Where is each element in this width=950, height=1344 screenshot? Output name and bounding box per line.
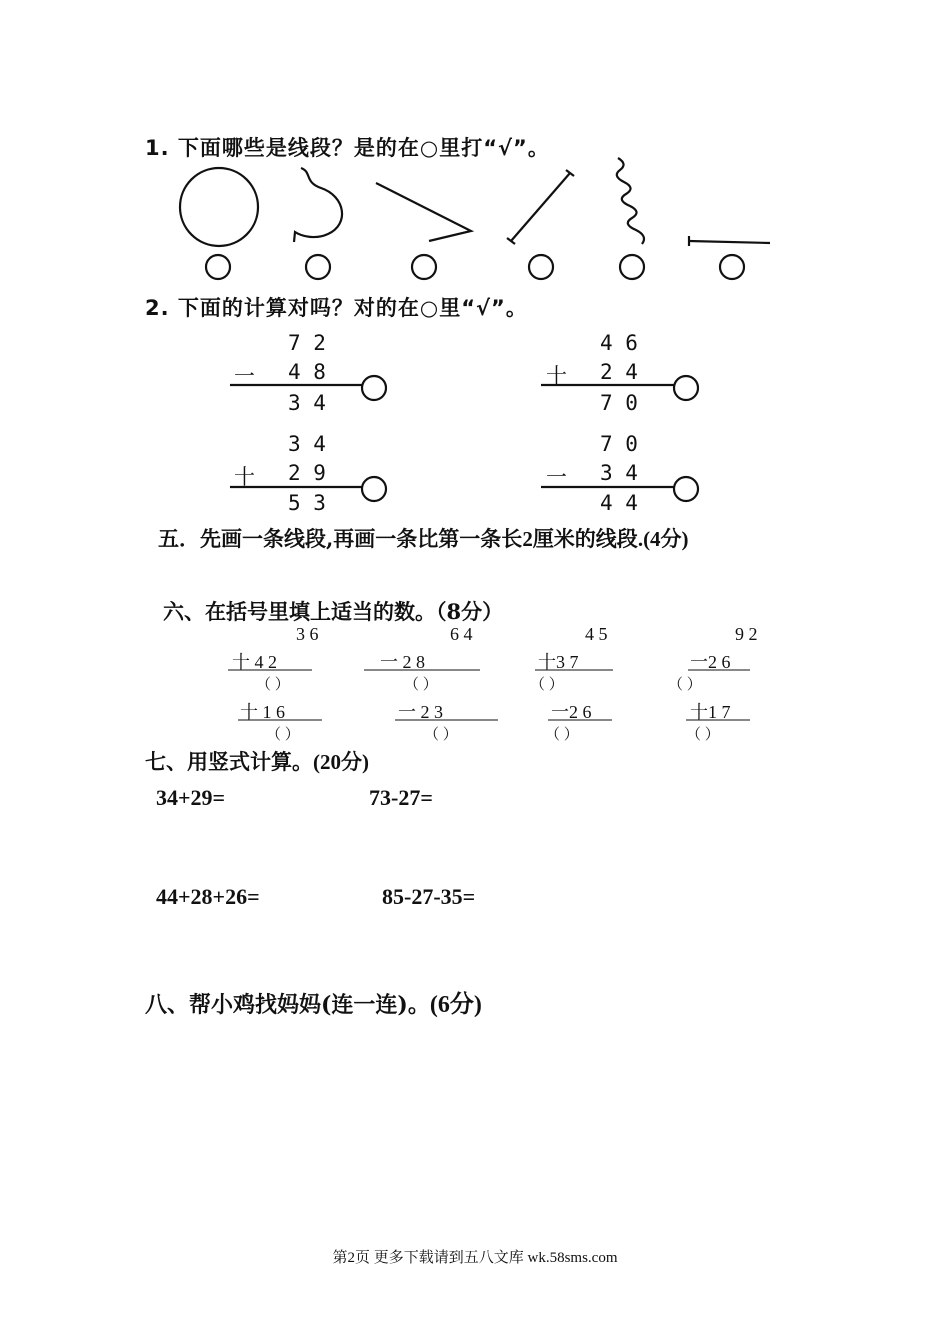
fill-blank[interactable]: （ ）	[686, 727, 720, 743]
calc-problem: 34+29=	[156, 785, 226, 810]
fill-step: 一2 6	[551, 702, 592, 722]
answer-circle[interactable]	[206, 255, 230, 279]
calc-operator: 十	[546, 364, 567, 388]
calc-bottom: 3 4	[600, 461, 638, 485]
question-number: 2.	[145, 296, 170, 320]
calc-problem: 44+28+26=	[156, 884, 260, 909]
calc-top: 7 2	[288, 331, 326, 355]
calc-problem: 73-27=	[369, 785, 433, 810]
fill-blank[interactable]: （ ）	[668, 677, 702, 693]
fill-blank[interactable]: （ ）	[266, 727, 300, 743]
shape-hook-curve	[294, 168, 342, 242]
calc-bottom: 2 9	[288, 461, 326, 485]
section-8-title: 八、帮小鸡找妈妈(连一连)。	[145, 992, 430, 1018]
answer-circle[interactable]	[362, 477, 386, 501]
fill-step: 十 1 6	[240, 702, 285, 722]
calc-problem: 85-27-35=	[382, 884, 476, 909]
fill-top: 9 2	[735, 624, 758, 644]
section-5-prefix: 五．先画一条线段,再画一条比第一条长	[158, 526, 523, 551]
calc-bottom: 4 8	[288, 360, 326, 384]
answer-circle[interactable]	[674, 477, 698, 501]
fill-top: 3 6	[296, 624, 319, 644]
section-7-heading	[145, 746, 369, 776]
shape-segment	[511, 173, 570, 241]
question-number: 1.	[145, 136, 170, 160]
fill-step: 十3 7	[538, 652, 579, 672]
section-8-score: (6分)	[429, 992, 482, 1018]
calc-result: 5 3	[288, 491, 326, 515]
question-2	[145, 292, 528, 322]
answer-circle[interactable]	[306, 255, 330, 279]
answer-circle[interactable]	[620, 255, 644, 279]
shape-circle	[180, 168, 258, 246]
section-5-score: .(4分)	[637, 527, 689, 551]
calc-result: 4 4	[600, 491, 638, 515]
calc-operator: 一	[546, 465, 567, 489]
shape-wavy-line	[617, 158, 644, 244]
fill-step: 一 2 3	[398, 702, 443, 722]
fill-step: 十 4 2	[232, 652, 277, 672]
section-7-score: (20分)	[313, 750, 369, 774]
page-footer: 第2页 更多下载请到五八文库 wk.58sms.com	[332, 1250, 618, 1266]
section-6-heading: 六、在括号里填上适当的数。（8分）	[163, 599, 504, 624]
calc-operator: 十	[234, 465, 255, 489]
calc-result: 7 0	[600, 391, 638, 415]
answer-circle[interactable]	[412, 255, 436, 279]
answer-circle[interactable]	[362, 376, 386, 400]
calc-result: 3 4	[288, 391, 326, 415]
shape-flat-line	[689, 241, 770, 243]
shape-angle	[376, 183, 471, 241]
fill-top: 6 4	[450, 624, 473, 644]
section-5-mid: 厘米的线段	[532, 526, 638, 551]
fill-step: 十1 7	[690, 702, 731, 722]
fill-step: 一 2 8	[380, 652, 425, 672]
section-7-title: 七、用竖式计算。	[145, 749, 313, 774]
answer-circle[interactable]	[529, 255, 553, 279]
fill-top: 4 5	[585, 624, 608, 644]
question-text: 下面哪些是线段？是的在○里打“√”。	[177, 136, 550, 160]
question-text: 下面的计算对吗？对的在○里“√”。	[177, 296, 528, 320]
calc-bottom: 2 4	[600, 360, 638, 384]
section-5-heading	[158, 523, 689, 553]
section-5-number: 2	[522, 527, 533, 551]
fill-blank[interactable]: （ ）	[404, 677, 438, 693]
answer-circle[interactable]	[720, 255, 744, 279]
fill-blank[interactable]: （ ）	[424, 727, 458, 743]
fill-blank[interactable]: （ ）	[545, 727, 579, 743]
calc-top: 4 6	[600, 331, 638, 355]
fill-blank[interactable]: （ ）	[256, 677, 290, 693]
calc-top: 3 4	[288, 432, 326, 456]
question-1	[145, 132, 550, 162]
fill-step: 一2 6	[690, 652, 731, 672]
answer-circle[interactable]	[674, 376, 698, 400]
fill-blank[interactable]: （ ）	[530, 677, 564, 693]
calc-top: 7 0	[600, 432, 638, 456]
calc-operator: 一	[234, 364, 255, 388]
section-8-heading	[145, 984, 482, 1019]
